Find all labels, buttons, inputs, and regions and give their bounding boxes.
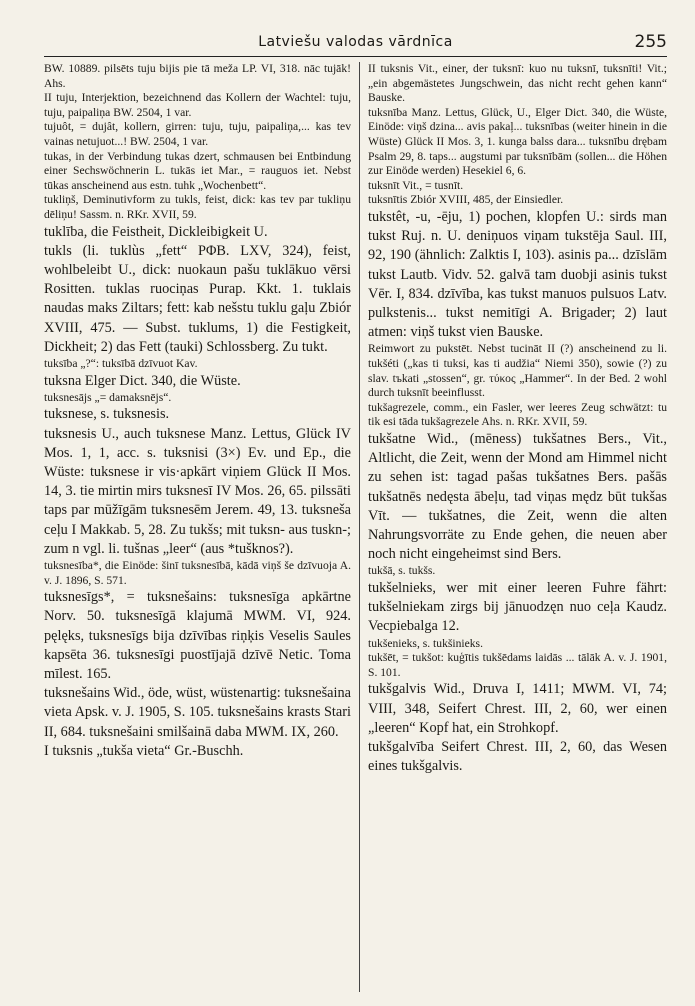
dictionary-entry: tukliņš, Deminutivform zu tukls, feist, dick: kas tev par tukliņu dēliņu! Sassm. n. RKr. XVII, 59. [44, 193, 351, 221]
dictionary-entry: tukšenieks, s. tukšinieks. [368, 636, 483, 650]
dictionary-entry: tuklība, die Feistheit, Dickleibigkeit U. [44, 223, 268, 240]
page-number: 255 [634, 32, 667, 52]
dictionary-entry: tukšatne Wid., (mēness) tukšatnes Bers., Vit., Altlicht, die Zeit, wenn der Mond am Himmel nicht zu sehen ist: tagad pašas tukšatnes Bers. pašās tukšatnēs nedęsta ābeļu, tad viņas mędz būt tukšas Vīt. — tukšatnes, die Zeit, wenn die alten Nahrungsvorräte zu Ende gehen, die neuen aber noch nicht eingeheimst sind Bers. [368, 430, 667, 563]
running-title: Latviešu valodas vārdnīca [258, 34, 453, 50]
dictionary-entry: tukšgalvība Seifert Chrest. III, 2, 60, das Wesen eines tukšgalvis. [368, 738, 667, 775]
dictionary-entry: I tuksnis „tukša vieta“ Gr.-Buschh. [44, 742, 244, 759]
dictionary-entry: tuksnesīgs*, = tuksnešains: tuksnesīga apkārtne Norv. 50. tuksnesīgā klajumā MWM. VI, 924. pęlęks, tuksnesīgs bija dzīvības riņķis Veselis Saules kapsēta 36. tuksnesīgi puostījajā dzīvē Netic. Toma mīlest. 165. [44, 589, 351, 682]
dictionary-entry: tukls (li. tuklùs „fett“ PΦB. LXV, 324), feist, wohlbeleibt U., dick: nuokaun pašu tuklākuo vērsi Rositten. tuklas ruociņas Purap. Kkt. 1. tuklais naudas maks Ziltars; fett: kab nešstu tuklu gaļu Zbiór XVIII, 475. — Subst. tuklums, 1) die Festigkeit, Dickheit; 2) das Fett (tauki) Schlossberg. Zu tukt. [44, 242, 351, 355]
dictionary-entry: tukšēt, = tukšot: kuģītis tukšēdams laidās ... tālāk A. v. J. 1901, S. 101. [368, 651, 667, 679]
page-header [44, 30, 667, 57]
dictionary-entry: tuksnīt Vit., = tusnīt. [368, 178, 464, 192]
dictionary-entry: tukšelnieks, wer mit einer leeren Fuhre fährt: tukšelniekam zirgs bij jānuodzęn nuo ceļa Kaudz. Vecpiebalga 12. [368, 579, 667, 635]
dictionary-entry: tuksna Elger Dict. 340, die Wüste. [44, 372, 241, 389]
dictionary-entry: BW. 10889. pilsēts tuju bijis pie tā meža LP. VI, 318. nāc tujāk! Ahs. [44, 62, 351, 90]
dictionary-entry: II tuju, Interjektion, bezeichnend das Kollern der Wachtel: tuju, tuju, paipaliņa BW. 2504, 1 var. [44, 91, 351, 119]
dictionary-entry: tukas, in der Verbindung tukas dzert, schmausen bei Entbindung einer Sechswöchnerin L. tukās iet Mar., = rauguos iet. Nebst tūkas anscheinend aus estn. tuhk „Wochenbett“. [44, 149, 351, 192]
dictionary-entry: tuksnesājs „= damaksnējs“. [44, 390, 172, 404]
dictionary-entry: tuksnese, s. tuksnesis. [44, 406, 170, 423]
column-divider [359, 62, 360, 992]
right-column [368, 62, 667, 996]
dictionary-entry: tukstêt, -u, -ēju, 1) pochen, klopfen U.: sirds man tukst Ruj. n. U. deniņuos viņam tukstēja Saul. III, 92, 190 (ähnlich: Zalktis I, 103). asinis pa... dzīslām tukst Lautb. Vidv. 52. galvā tam duobji asinis tukst Vēr. I, 834. dzīvība, kas tukst manuos pulsuos Latv. pulkstenis... tukst nemitīgi A. Brigader; 2) laut atmen: viņš tukst vien Bauske. [368, 208, 667, 341]
dictionary-entry: II tuksnis Vit., einer, der tuksnī: kuo nu tuksnī, tuksnīti! Vit.; „ein abgemästetes Jungschwein, das nicht recht gehen kann“ Bauske. [368, 62, 667, 105]
dictionary-entry: tuksnesis U., auch tuksnese Manz. Lettus, Glück IV Mos. 1, 1, acc. s. tuksnisi (3×) Ev. und Ep., die Wüste: tuksnese ir vis·apkārt viņiem Glück II Mos. 14, 3. tie mirtin mirs tuksnesī IV Mos. 26, 65. pilssāti taps par mūžīgām tuksnesēm Jerem. 49, 13. tuksneša ceļu I Makkab. 5, 28. Zu tukšs; mit tuksn- aus tuskn-; zum n vgl. li. tušnas „leer“ (aus *tušknos?). [44, 425, 351, 557]
dictionary-entry: tujuôt, = dujât, kollern, girren: tuju, tuju, paipaliņa,... kas tev vainas netujuot...! BW. 2504, 1 var. [44, 120, 351, 148]
dictionary-entry: tuksnība Manz. Lettus, Glück, U., Elger Dict. 340, die Wüste, Einöde: viņš dzina... avis pakaļ... tuksnības (weiter hinein in die Wüste) Glück II Mos. 3, 1. kunga balss dara... tuksnību drębam Psalm 29, 8. taps... augstumi par tuksnībām (sollen... die Höhen zur Einöde werden) Hesekiel 6, 6. [368, 105, 667, 178]
dictionary-entry: tukšā, s. tukšs. [368, 564, 436, 578]
dictionary-entry: tuksnešains Wid., öde, wüst, wüstenartig: tuksnešaina vieta Apsk. v. J. 1905, S. 105. tuksnešains krasts Stari II, 684. tuksnešaini smilšainā daba MWM. IX, 260. [44, 685, 351, 740]
dictionary-entry: Reimwort zu pukstēt. Nebst tucināt II (?) anscheinend zu li. tukšéti („kas ti tuksi, kas ti audžia“ Niemi 350), sowie (?) zu slav. tъkati „stossen“, gr. τύκος „Hammer“. In der Bed. 2 wohl durch tuksnīt beeinflusst. [368, 342, 667, 400]
dictionary-entry: tuksnesība*, die Einöde: šinī tuksnesībā, kādā viņš še dzīvuoja A. v. J. 1896, S. 571. [44, 558, 351, 587]
dictionary-entry: tukšgalvis Wid., Druva I, 1411; MWM. VI, 74; VIII, 348, Seifert Chrest. III, 2, 60, wer einen „leeren“ Kopf hat, ein Strohkopf. [368, 681, 667, 736]
left-column [44, 62, 351, 996]
dictionary-entry: tuksnītis Zbiór XVIII, 485, der Einsiedler. [368, 193, 564, 207]
dictionary-entry: tukšagrezele, comm., ein Fasler, wer leeres Zeug schwätzt: tu tik esi tāda tukšagrezele Ahs. n. RKr. XVII, 59. [368, 400, 667, 429]
dictionary-entry: tuksība „?“: tuksībā dzīvuot Kav. [44, 356, 198, 370]
